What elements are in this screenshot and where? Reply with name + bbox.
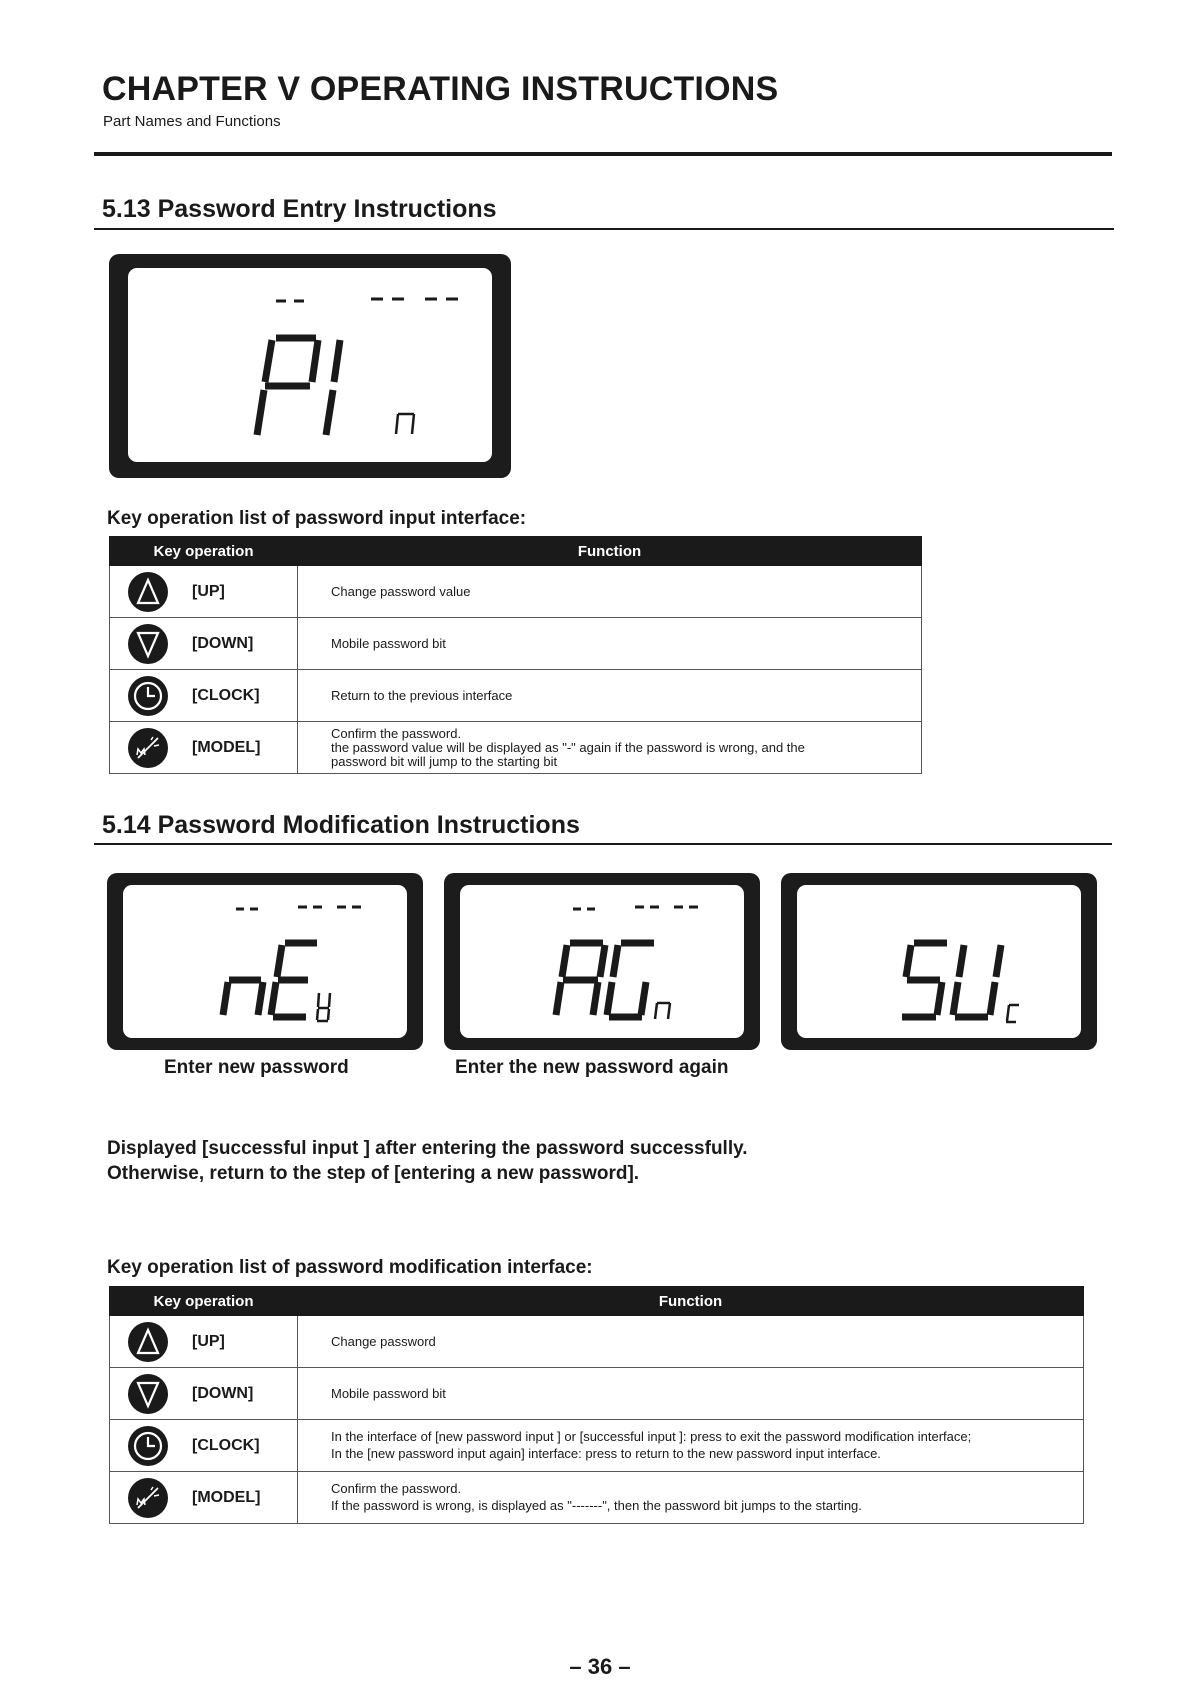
table-row: [110, 1368, 1084, 1420]
note-line: Otherwise, return to the step of [entering a new password].: [107, 1163, 640, 1184]
lcd-display-new-password-again: [444, 873, 760, 1050]
lcd-segment-glyphs: [460, 885, 744, 1038]
lcd-glyph-i: [326, 340, 340, 435]
model-fan-icon: [128, 728, 168, 768]
lcd-screen: [128, 268, 492, 462]
function-cell: [298, 1368, 1084, 1420]
function-line: Mobile password bit: [331, 635, 446, 651]
lcd-display-successful-input: [781, 873, 1097, 1050]
function-line: Confirm the password.: [331, 1481, 462, 1496]
function-line: Return to the previous interface: [331, 687, 513, 703]
function-line: Confirm the password.: [331, 725, 462, 741]
caption-enter-new-password-again: Enter the new password again: [455, 1057, 729, 1078]
key-label: [UP]: [192, 582, 225, 600]
lcd-glyph-p: [257, 338, 318, 435]
key-label: [CLOCK]: [192, 686, 260, 704]
table-row: [110, 566, 922, 618]
key-label: [DOWN]: [192, 1384, 254, 1402]
chapter-subtitle: Part Names and Functions: [103, 113, 281, 130]
key-operation-table-modification: [109, 1286, 1084, 1524]
note-line: Displayed [successful input ] after entering the password successfully.: [107, 1138, 748, 1159]
table-row: [110, 1420, 1084, 1472]
lcd-glyph-small-n: [655, 1003, 670, 1019]
lcd-glyph-n: [223, 980, 263, 1015]
key-label: [MODEL]: [192, 738, 261, 756]
key-cell: [110, 1368, 298, 1420]
function-line: the password value will be displayed as "-" again if the password is wrong, and the: [331, 739, 805, 755]
function-line: In the [new password input again] interface: press to return to the new password input interface.: [331, 1446, 881, 1461]
lcd-segment-glyphs: [797, 885, 1081, 1038]
key-cell: [110, 722, 298, 774]
key-cell: [110, 1420, 298, 1472]
up-triangle-icon: [128, 1322, 168, 1362]
table-row: [110, 1472, 1084, 1524]
function-line: password bit will jump to the starting bit: [331, 753, 558, 769]
function-cell: [298, 1472, 1084, 1524]
lcd-segment-glyphs: [123, 885, 407, 1038]
key-list-title-input: Key operation list of password input interface:: [107, 508, 527, 529]
function-line: Change password: [331, 1333, 436, 1349]
table-row: [110, 722, 922, 774]
function-line: If the password is wrong, is displayed as "-------", then the password bit jumps to the starting.: [331, 1498, 862, 1513]
table-header-row: [110, 1287, 1084, 1316]
lcd-glyph-small-n: [396, 414, 414, 434]
section-title-5-13: 5.13 Password Entry Instructions: [102, 195, 497, 223]
up-triangle-icon: [128, 572, 168, 612]
clock-icon: [128, 1426, 168, 1466]
key-cell: [110, 1472, 298, 1524]
function-line: Change password value: [331, 583, 471, 599]
lcd-glyph-u: [953, 945, 1001, 1017]
page-number: – 36 –: [569, 1654, 631, 1679]
column-header-function: Function: [298, 537, 922, 566]
key-label: [CLOCK]: [192, 1436, 260, 1454]
clock-icon: [128, 676, 168, 716]
lcd-glyph-s: [902, 943, 947, 1017]
lcd-dash-indicators: [276, 299, 458, 301]
lcd-glyph-g: [607, 943, 654, 1017]
function-cell: [298, 618, 922, 670]
lcd-screen: [797, 885, 1081, 1038]
key-cell: [110, 566, 298, 618]
table-row: [110, 670, 922, 722]
column-header-key: Key operation: [110, 537, 298, 566]
function-cell: [298, 670, 922, 722]
key-operation-table-input: [109, 536, 922, 774]
section-divider-5-13: [94, 228, 1114, 230]
key-cell: [110, 618, 298, 670]
caption-enter-new-password: Enter new password: [164, 1057, 349, 1078]
function-cell: [298, 1316, 1084, 1368]
column-header-function: Function: [298, 1287, 1084, 1316]
success-note: [107, 1136, 748, 1186]
key-label: [MODEL]: [192, 1488, 261, 1506]
key-cell: [110, 1316, 298, 1368]
model-fan-icon: [128, 1478, 168, 1518]
lcd-dash-indicators: [236, 907, 361, 909]
down-triangle-icon: [128, 624, 168, 664]
lcd-glyph-e: [271, 943, 317, 1017]
table-row: [110, 1316, 1084, 1368]
lcd-display-password-input: [109, 254, 511, 478]
lcd-glyph-small-c: [1006, 1005, 1019, 1022]
lcd-screen: [460, 885, 744, 1038]
header-divider: [94, 152, 1112, 156]
lcd-glyph-small-v: [317, 993, 330, 1021]
column-header-key: Key operation: [110, 1287, 298, 1316]
function-cell: [298, 1420, 1084, 1472]
table-row: [110, 618, 922, 670]
chapter-title: CHAPTER V OPERATING INSTRUCTIONS: [102, 70, 779, 108]
function-line: Mobile password bit: [331, 1385, 446, 1401]
lcd-screen: [123, 885, 407, 1038]
key-cell: [110, 670, 298, 722]
key-list-title-modification: Key operation list of password modification interface:: [107, 1257, 593, 1278]
section-title-5-14: 5.14 Password Modification Instructions: [102, 811, 580, 839]
lcd-glyph-a: [556, 943, 605, 1015]
key-label: [UP]: [192, 1332, 225, 1350]
function-cell: [298, 566, 922, 618]
lcd-segment-glyphs: [128, 268, 492, 462]
lcd-dash-indicators: [573, 907, 698, 909]
lcd-display-new-password: [107, 873, 423, 1050]
table-header-row: [110, 537, 922, 566]
function-cell: [298, 722, 922, 774]
down-triangle-icon: [128, 1374, 168, 1414]
section-divider-5-14: [94, 843, 1112, 845]
key-label: [DOWN]: [192, 634, 254, 652]
function-line: In the interface of [new password input ] or [successful input ]: press to exit the password modification interface;: [331, 1429, 972, 1444]
